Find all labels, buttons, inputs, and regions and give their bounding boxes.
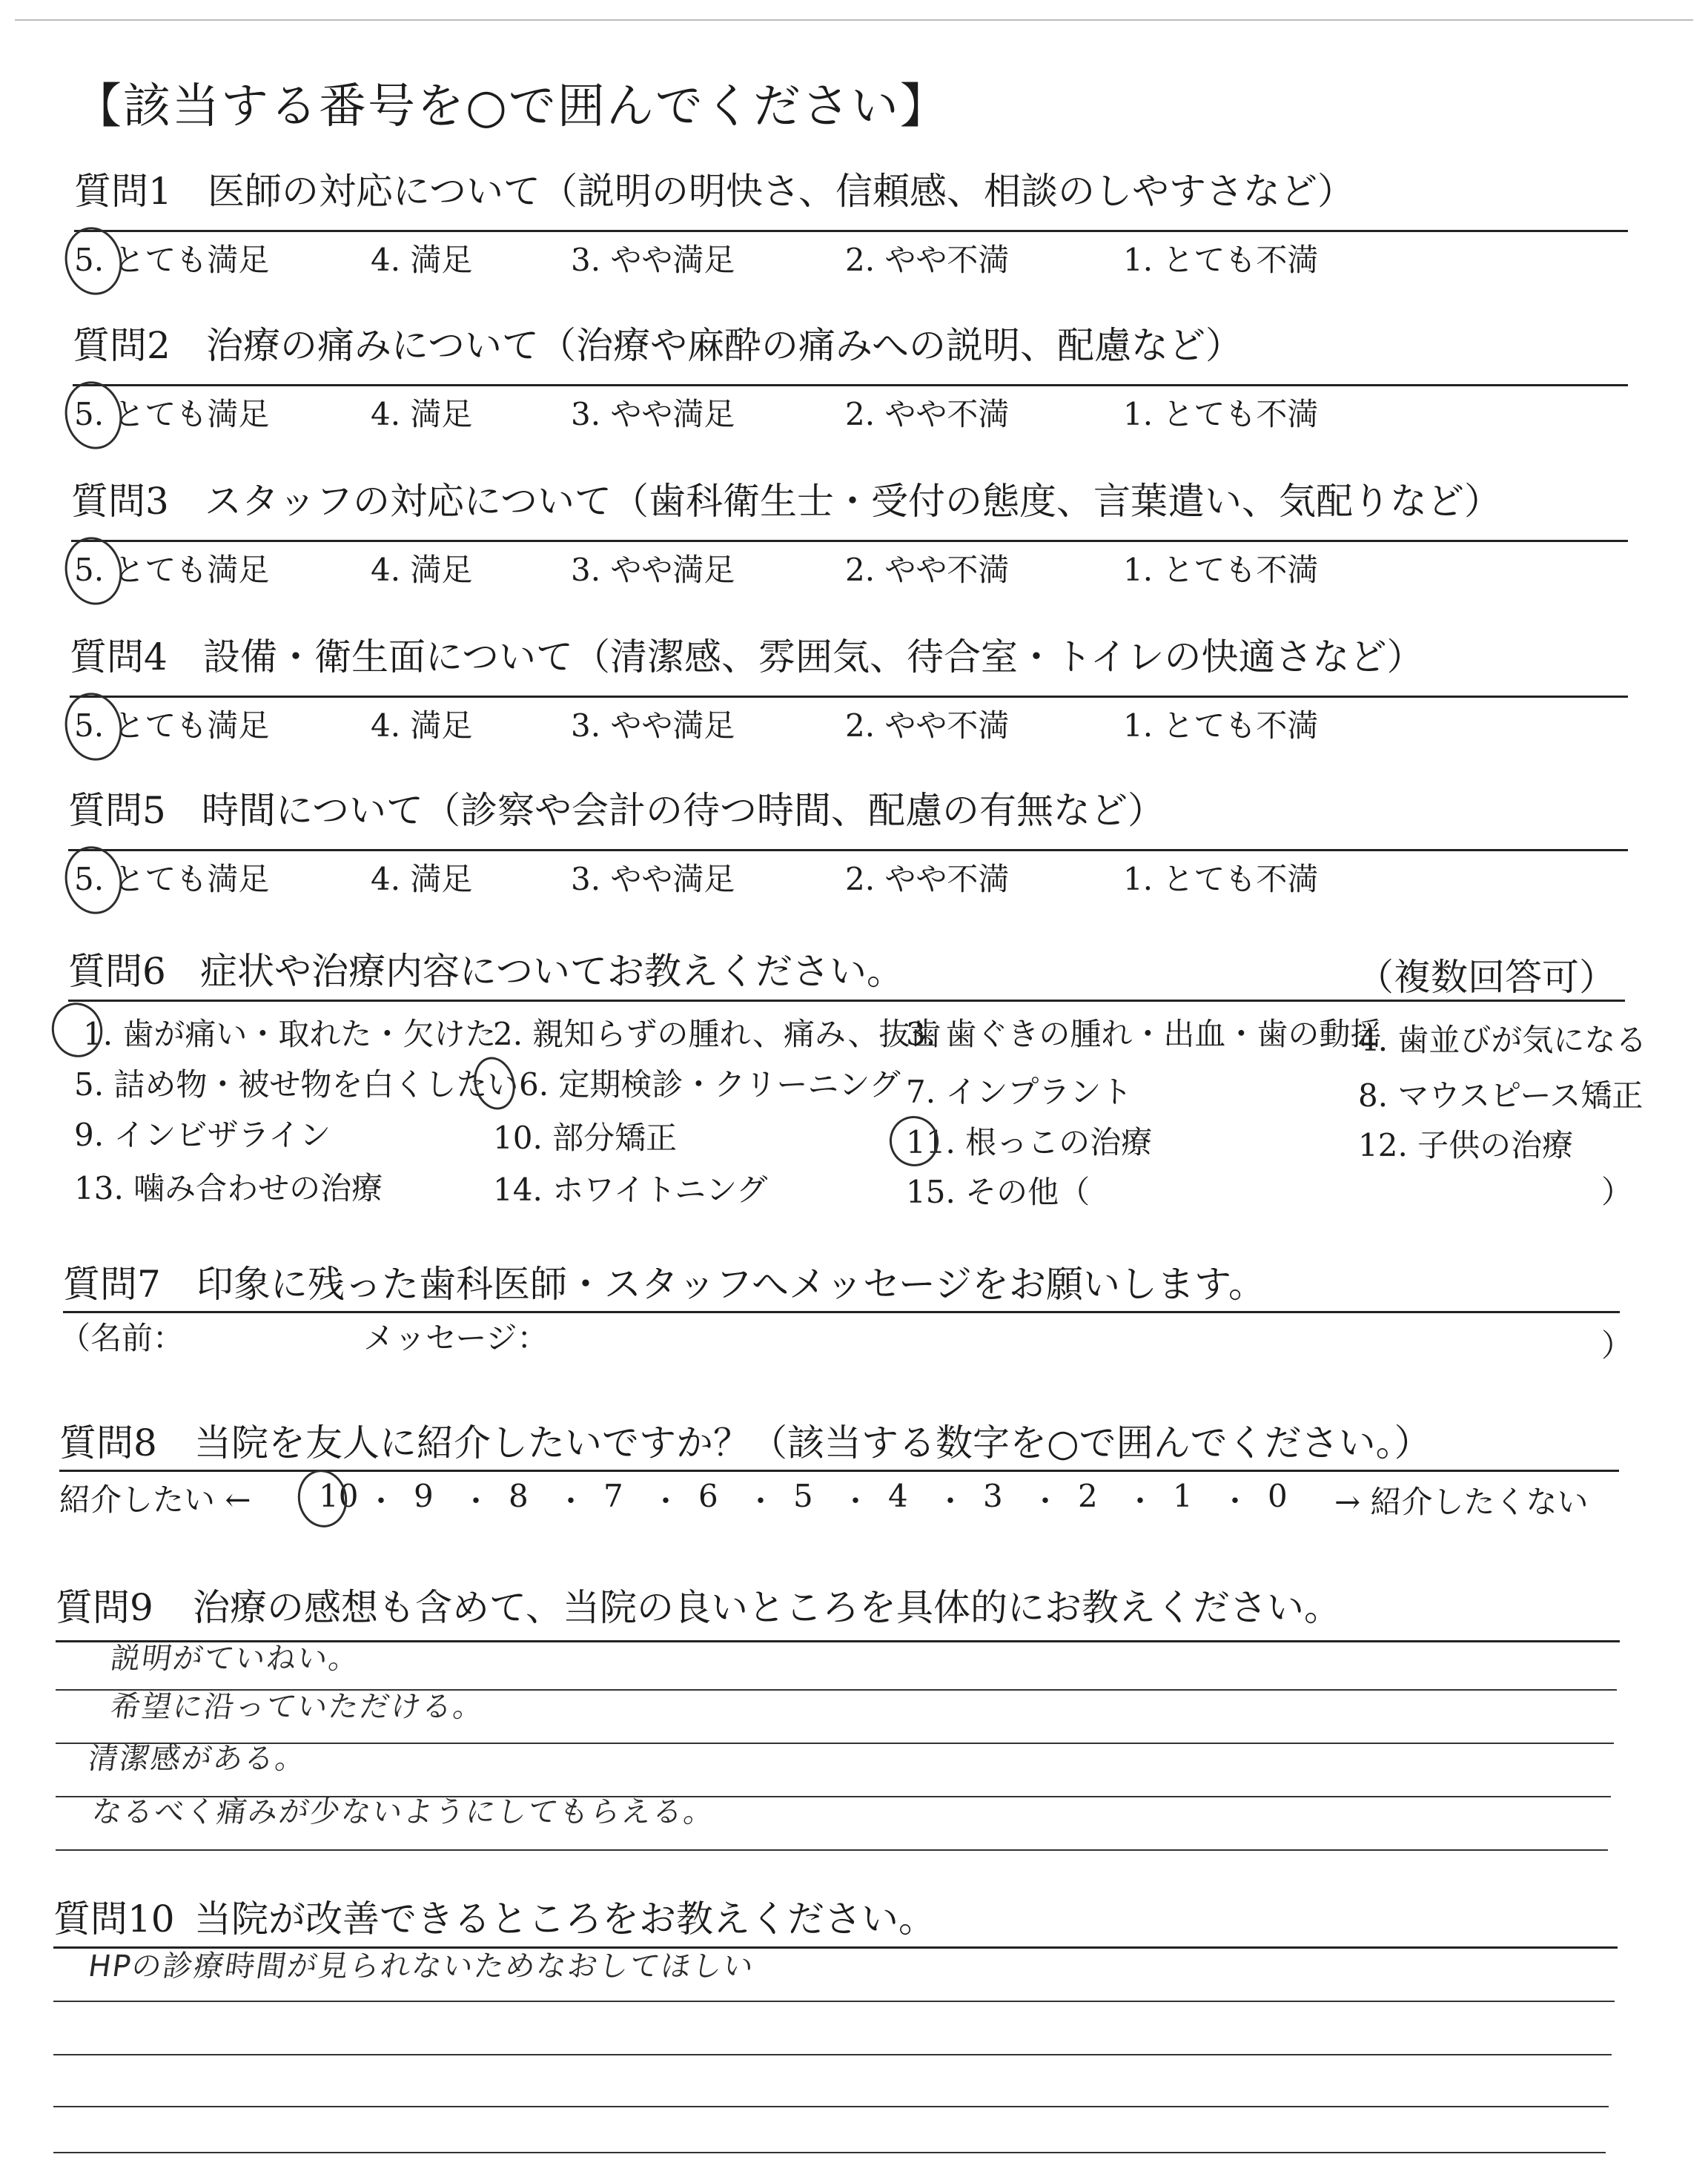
q8-separator-dot: ・ — [746, 1484, 775, 1519]
q8-left-label: 紹介したい ← — [59, 1482, 251, 1518]
q6-option-15[interactable]: 15. その他（ — [906, 1174, 1090, 1210]
q3-option-5[interactable]: 5. とても満足 — [74, 552, 270, 588]
q8-score-4[interactable]: 4 — [888, 1478, 908, 1514]
q8-score-8[interactable]: 8 — [509, 1478, 529, 1514]
q10-answer-line — [53, 2152, 1606, 2153]
q7-message-label: メッセージ： — [363, 1320, 549, 1356]
q6-option-4[interactable]: 4. 歯並びが気になる — [1358, 1022, 1647, 1058]
q5-label: 質問5 — [68, 789, 166, 832]
q1-selection-circle — [59, 222, 128, 300]
q8-separator-dot: ・ — [841, 1484, 870, 1519]
q2-option-2[interactable]: 2. やや不満 — [845, 396, 1010, 432]
q9-answer-line — [56, 1849, 1608, 1851]
q4-option-1[interactable]: 1. とても不満 — [1123, 707, 1319, 744]
q4-option-4[interactable]: 4. 満足 — [371, 707, 473, 744]
q1-label: 質問1 — [74, 170, 172, 213]
q6-option-1[interactable]: 1. 歯が痛い・取れた・欠けた — [83, 1016, 497, 1052]
q6-option-13[interactable]: 13. 噛み合わせの治療 — [74, 1170, 383, 1206]
q7-close: ） — [1601, 1327, 1633, 1364]
form-title: 【該当する番号を○で囲んでください】 — [74, 79, 949, 134]
q4-option-3[interactable]: 3. やや満足 — [571, 707, 735, 744]
q6-option-5[interactable]: 5. 詰め物・被せ物を白くしたい — [74, 1066, 519, 1103]
q2-label: 質問2 — [73, 324, 171, 367]
q8-separator-dot: ・ — [461, 1484, 491, 1519]
q9-label: 質問9 — [56, 1586, 153, 1629]
q2-option-1[interactable]: 1. とても不満 — [1123, 396, 1319, 432]
q5-rule — [68, 849, 1628, 851]
q8-text: 当院を友人に紹介したいですか？（該当する数字を○で囲んでください。） — [194, 1421, 1431, 1464]
q6-label: 質問6 — [68, 950, 166, 993]
q8-separator-dot: ・ — [556, 1484, 586, 1519]
q8-score-1[interactable]: 1 — [1173, 1478, 1193, 1514]
q6-option-7[interactable]: 7. インプラント — [906, 1074, 1133, 1110]
q6-option-10[interactable]: 10. 部分矯正 — [493, 1120, 678, 1156]
q3-label: 質問3 — [71, 480, 169, 523]
q8-score-2[interactable]: 2 — [1078, 1478, 1098, 1514]
q5-option-3[interactable]: 3. やや満足 — [571, 861, 735, 897]
q6-option-14[interactable]: 14. ホワイトニング — [493, 1172, 768, 1208]
q7-text: 印象に残った歯科医師・スタッフへメッセージをお願いします。 — [196, 1263, 1265, 1306]
q3-option-2[interactable]: 2. やや不満 — [845, 552, 1010, 588]
q9-handwritten-answer: なるべく痛みが少ないようにしてもらえる。 — [90, 1795, 718, 1829]
q2-rule — [73, 384, 1628, 386]
q2-text: 治療の痛みについて（治療や麻酔の痛みへの説明、配慮など） — [206, 324, 1242, 367]
q6-other-close: ） — [1601, 1174, 1633, 1210]
q10-answer-line — [53, 2001, 1615, 2002]
q3-option-4[interactable]: 4. 満足 — [371, 552, 473, 588]
q2-option-3[interactable]: 3. やや満足 — [571, 396, 735, 432]
q4-option-2[interactable]: 2. やや不満 — [845, 707, 1010, 744]
q7-name-label: （名前： — [59, 1320, 185, 1356]
q2-option-5[interactable]: 5. とても満足 — [74, 396, 270, 432]
q10-answer-line — [53, 2054, 1612, 2055]
q6-rule — [68, 1000, 1625, 1002]
q6-option-2[interactable]: 2. 親知らずの腫れ、痛み、抜歯 — [493, 1016, 941, 1052]
q1-option-5[interactable]: 5. とても満足 — [74, 242, 270, 278]
q3-option-3[interactable]: 3. やや満足 — [571, 552, 735, 588]
q1-option-3[interactable]: 3. やや満足 — [571, 242, 735, 278]
q2-selection-circle — [59, 376, 128, 455]
q8-separator-dot: ・ — [936, 1484, 965, 1519]
q5-option-4[interactable]: 4. 満足 — [371, 861, 473, 897]
q8-selection-circle — [294, 1466, 352, 1531]
q8-separator-dot: ・ — [651, 1484, 681, 1519]
q9-handwritten-answer: 説明がていねい。 — [108, 1642, 363, 1676]
q9-handwritten-answer: 希望に沿っていただける。 — [108, 1690, 487, 1724]
q8-separator-dot: ・ — [366, 1484, 396, 1519]
q2-option-4[interactable]: 4. 満足 — [371, 396, 473, 432]
q6-option-11[interactable]: 11. 根っこの治療 — [906, 1124, 1153, 1160]
q7-rule — [63, 1311, 1620, 1313]
q1-option-4[interactable]: 4. 満足 — [371, 242, 473, 278]
q7-label: 質問7 — [63, 1263, 161, 1306]
q8-score-3[interactable]: 3 — [983, 1478, 1003, 1514]
q6-option-6[interactable]: 6. 定期検診・クリーニング — [519, 1066, 901, 1103]
q5-option-1[interactable]: 1. とても不満 — [1123, 861, 1319, 897]
q10-handwritten-answer: HPの診療時間が見られないためなおしてほしい — [86, 1949, 757, 1984]
q8-score-9[interactable]: 9 — [414, 1478, 434, 1514]
q3-rule — [71, 540, 1628, 542]
q1-option-1[interactable]: 1. とても不満 — [1123, 242, 1319, 278]
q8-score-7[interactable]: 7 — [603, 1478, 623, 1514]
q4-option-5[interactable]: 5. とても満足 — [74, 707, 270, 744]
q5-option-2[interactable]: 2. やや不満 — [845, 861, 1010, 897]
q4-text: 設備・衛生面について（清潔感、雰囲気、待合室・トイレの快適さなど） — [203, 635, 1424, 678]
q8-separator-dot: ・ — [1125, 1484, 1155, 1519]
q5-option-5[interactable]: 5. とても満足 — [74, 861, 270, 897]
q8-score-5[interactable]: 5 — [793, 1478, 813, 1514]
q8-score-6[interactable]: 6 — [698, 1478, 718, 1514]
q10-label: 質問10 — [53, 1898, 175, 1941]
q1-rule — [74, 230, 1628, 232]
q8-right-label: → 紹介したくない — [1334, 1484, 1589, 1520]
q1-text: 医師の対応について（説明の明快さ、信頼感、相談のしやすさなど） — [208, 170, 1354, 213]
q4-rule — [70, 696, 1628, 698]
q8-separator-dot: ・ — [1220, 1484, 1250, 1519]
page-top-edge — [15, 19, 1693, 21]
q8-score-0[interactable]: 0 — [1268, 1478, 1288, 1514]
q10-answer-line — [53, 2106, 1609, 2107]
q6-option-12[interactable]: 12. 子供の治療 — [1358, 1127, 1574, 1163]
q8-rule — [59, 1470, 1619, 1472]
q6-option-8[interactable]: 8. マウスピース矯正 — [1358, 1077, 1644, 1114]
q3-option-1[interactable]: 1. とても不満 — [1123, 552, 1319, 588]
q8-separator-dot: ・ — [1030, 1484, 1060, 1519]
q6-option-9[interactable]: 9. インビザライン — [74, 1117, 331, 1153]
q3-selection-circle — [59, 532, 128, 610]
q10-text: 当院が改善できるところをお教えください。 — [194, 1898, 936, 1941]
q6-text: 症状や治療内容についてお教えください。 — [200, 950, 904, 993]
q6-option-3[interactable]: 3. 歯ぐきの腫れ・出血・歯の動揺 — [906, 1016, 1382, 1052]
q4-label: 質問4 — [70, 635, 168, 678]
q4-selection-circle — [59, 687, 128, 766]
q5-text: 時間について（診察や会計の待つ時間、配慮の有無など） — [202, 789, 1165, 832]
q9-text: 治療の感想も含めて、当院の良いところを具体的にお教えください。 — [193, 1586, 1341, 1629]
q6-note: （複数回答可） — [1357, 956, 1616, 999]
q3-text: スタッフの対応について（歯科衛生士・受付の態度、言葉遣い、気配りなど） — [205, 480, 1501, 523]
q8-score-10[interactable]: 10 — [319, 1478, 359, 1514]
q8-label: 質問8 — [59, 1421, 157, 1464]
q9-handwritten-answer: 清潔感がある。 — [86, 1742, 309, 1776]
q5-selection-circle — [59, 841, 128, 919]
q1-option-2[interactable]: 2. やや不満 — [845, 242, 1010, 278]
